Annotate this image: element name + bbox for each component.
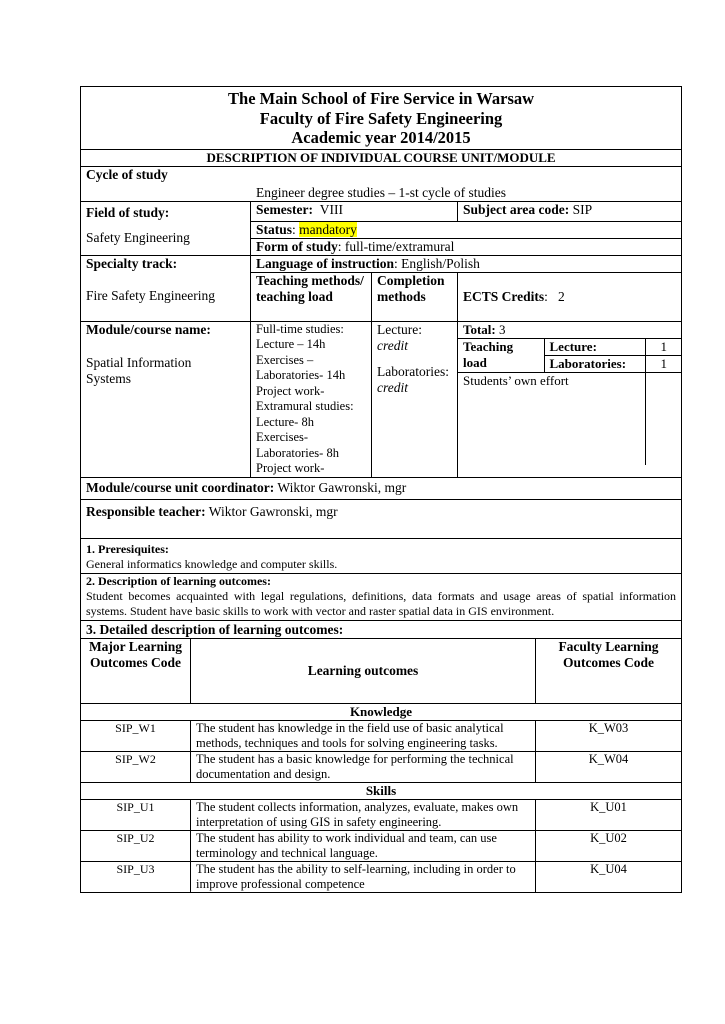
col-learning-outcomes: Learning outcomes bbox=[191, 638, 536, 703]
total-label: Total: bbox=[463, 321, 496, 337]
load-line: Laboratories- 8h bbox=[256, 445, 339, 460]
field-of-study-cell bbox=[81, 201, 251, 255]
completion-lab-value: credit bbox=[377, 379, 408, 395]
lecture-label: Lecture: bbox=[544, 338, 645, 355]
course-description-form bbox=[80, 86, 681, 893]
language-label: Language of instruction bbox=[256, 255, 395, 271]
row-code: SIP_U3 bbox=[81, 861, 191, 892]
specialty-label: Specialty track: bbox=[86, 255, 178, 271]
form-of-study-cell: Form of study: full-time/extramural bbox=[251, 238, 682, 255]
section-skills: Skills bbox=[81, 782, 682, 799]
specialty-cell bbox=[81, 255, 251, 321]
row-text: The student has ability to work individual and team, can use terminology and technical language. bbox=[191, 830, 536, 861]
subject-value: SIP bbox=[572, 201, 593, 217]
row-code: SIP_U1 bbox=[81, 799, 191, 830]
load-line: Exercises- bbox=[256, 430, 309, 444]
own-effort-label: Students’ own effort bbox=[458, 372, 645, 465]
status-label: Status bbox=[256, 221, 293, 237]
row-faculty: K_W03 bbox=[536, 720, 682, 751]
row-text: The student collects information, analyzes, evaluate, makes own interpretation of using GIS in safety engineering. bbox=[191, 799, 536, 830]
ects-cell: ECTS Credits: 2 bbox=[458, 272, 682, 321]
module-value: Spatial Information Systems bbox=[86, 354, 192, 386]
load-line: Full-time studies: bbox=[256, 321, 344, 336]
subject-label: Subject area code: bbox=[463, 201, 570, 217]
school-name: The Main School of Fire Service in Warsaw bbox=[228, 89, 535, 108]
total-value: 3 bbox=[499, 321, 506, 337]
semester-cell bbox=[251, 201, 458, 221]
row-text: The student has the ability to self-learning, including in order to improve professional competence bbox=[191, 861, 536, 892]
form-title: DESCRIPTION OF INDIVIDUAL COURSE UNIT/MODULE bbox=[81, 149, 682, 166]
load-line: Exercises – bbox=[256, 352, 314, 367]
lecture-value: 1 bbox=[645, 338, 682, 355]
section-knowledge: Knowledge bbox=[81, 703, 682, 720]
row-code: SIP_W1 bbox=[81, 720, 191, 751]
header-block bbox=[81, 87, 682, 150]
col-faculty-code: Faculty Learning Outcomes Code bbox=[536, 638, 682, 703]
teaching-load-list bbox=[251, 321, 372, 477]
prerequisites-cell bbox=[81, 538, 682, 573]
load-line: Laboratories- 14h bbox=[256, 368, 346, 382]
ects-label: ECTS Credits bbox=[463, 288, 545, 304]
subject-area-cell bbox=[458, 201, 682, 221]
language-value: English/Polish bbox=[401, 255, 480, 271]
table-row bbox=[81, 799, 682, 830]
laboratories-label: Laboratories: bbox=[544, 355, 645, 372]
completion-methods-header: Completion methods bbox=[372, 272, 458, 321]
row-faculty: K_W04 bbox=[536, 751, 682, 782]
table-row bbox=[81, 751, 682, 782]
load-line: Lecture- 8h bbox=[256, 414, 314, 429]
credits-breakdown bbox=[458, 321, 682, 477]
outcomes-table bbox=[80, 621, 682, 893]
total-cell bbox=[458, 322, 682, 339]
row-text: The student has a basic knowledge for performing the technical documentation and design. bbox=[191, 751, 536, 782]
row-faculty: K_U02 bbox=[536, 830, 682, 861]
form-value: full-time/extramural bbox=[344, 238, 455, 254]
table-row bbox=[81, 861, 682, 892]
semester-value: VIII bbox=[319, 201, 343, 217]
load-line: Lecture – 14h bbox=[256, 337, 326, 351]
field-label: Field of study: bbox=[86, 204, 170, 220]
own-effort-value bbox=[645, 372, 682, 465]
semester-label: Semester: bbox=[256, 201, 313, 217]
ects-value: 2 bbox=[558, 288, 565, 304]
row-faculty: K_U04 bbox=[536, 861, 682, 892]
detailed-label: 3. Detailed description of learning outcomes: bbox=[81, 621, 682, 639]
module-name-cell bbox=[81, 321, 251, 477]
status-value: mandatory bbox=[299, 221, 357, 237]
load-line: Project work- bbox=[256, 461, 325, 475]
main-table bbox=[80, 86, 682, 621]
table-row bbox=[81, 830, 682, 861]
prereq-label: 1. Preresiquites: bbox=[86, 541, 169, 556]
row-code: SIP_U2 bbox=[81, 830, 191, 861]
outcomes-text: Student becomes acquainted with legal regulations, definitions, data formats and usage areas of spatial information systems. Student have basic skills to work with vector and raster spatial data in GIS environment. bbox=[86, 588, 677, 618]
prereq-text: General informatics knowledge and computer skills. bbox=[86, 556, 338, 571]
row-faculty: K_U01 bbox=[536, 799, 682, 830]
completion-lab-label: Laboratories: bbox=[377, 363, 449, 379]
row-text: The student has knowledge in the field use of basic analytical methods, techniques and tools for solving engineering tasks. bbox=[191, 720, 536, 751]
teaching-methods-header: Teaching methods/ teaching load bbox=[251, 272, 372, 321]
completion-lecture-value: credit bbox=[377, 337, 408, 353]
coordinator-cell bbox=[81, 477, 682, 499]
teacher-cell bbox=[81, 499, 682, 538]
outcomes-label: 2. Description of learning outcomes: bbox=[86, 573, 271, 588]
cycle-label: Cycle of study bbox=[86, 166, 168, 182]
table-row bbox=[81, 720, 682, 751]
laboratories-value: 1 bbox=[645, 355, 682, 372]
form-label: Form of study bbox=[256, 238, 338, 254]
completion-list bbox=[372, 321, 458, 477]
specialty-value: Fire Safety Engineering bbox=[86, 287, 215, 303]
load-line: Project work- bbox=[256, 383, 325, 398]
language-cell: Language of instruction: English/Polish bbox=[251, 255, 682, 272]
cycle-value: Engineer degree studies – 1-st cycle of studies bbox=[256, 184, 507, 200]
load-line: Extramural studies: bbox=[256, 399, 354, 413]
cycle-of-study bbox=[81, 166, 682, 201]
learning-outcomes-cell bbox=[81, 573, 682, 620]
status-cell: Status: mandatory bbox=[251, 221, 682, 238]
teacher-value: Wiktor Gawronski, mgr bbox=[208, 503, 338, 519]
teacher-label: Responsible teacher: bbox=[86, 503, 206, 519]
academic-year: Academic year 2014/2015 bbox=[291, 128, 471, 147]
completion-lecture-label: Lecture: bbox=[377, 321, 422, 337]
coordinator-value: Wiktor Gawronski, mgr bbox=[277, 479, 407, 495]
coordinator-label: Module/course unit coordinator: bbox=[86, 479, 275, 495]
module-label: Module/course name: bbox=[86, 321, 211, 337]
row-code: SIP_W2 bbox=[81, 751, 191, 782]
faculty-name: Faculty of Fire Safety Engineering bbox=[259, 108, 503, 128]
teaching-load-label: Teaching load bbox=[458, 338, 544, 372]
field-value: Safety Engineering bbox=[86, 229, 190, 245]
col-major-code: Major Learning Outcomes Code bbox=[81, 638, 191, 703]
